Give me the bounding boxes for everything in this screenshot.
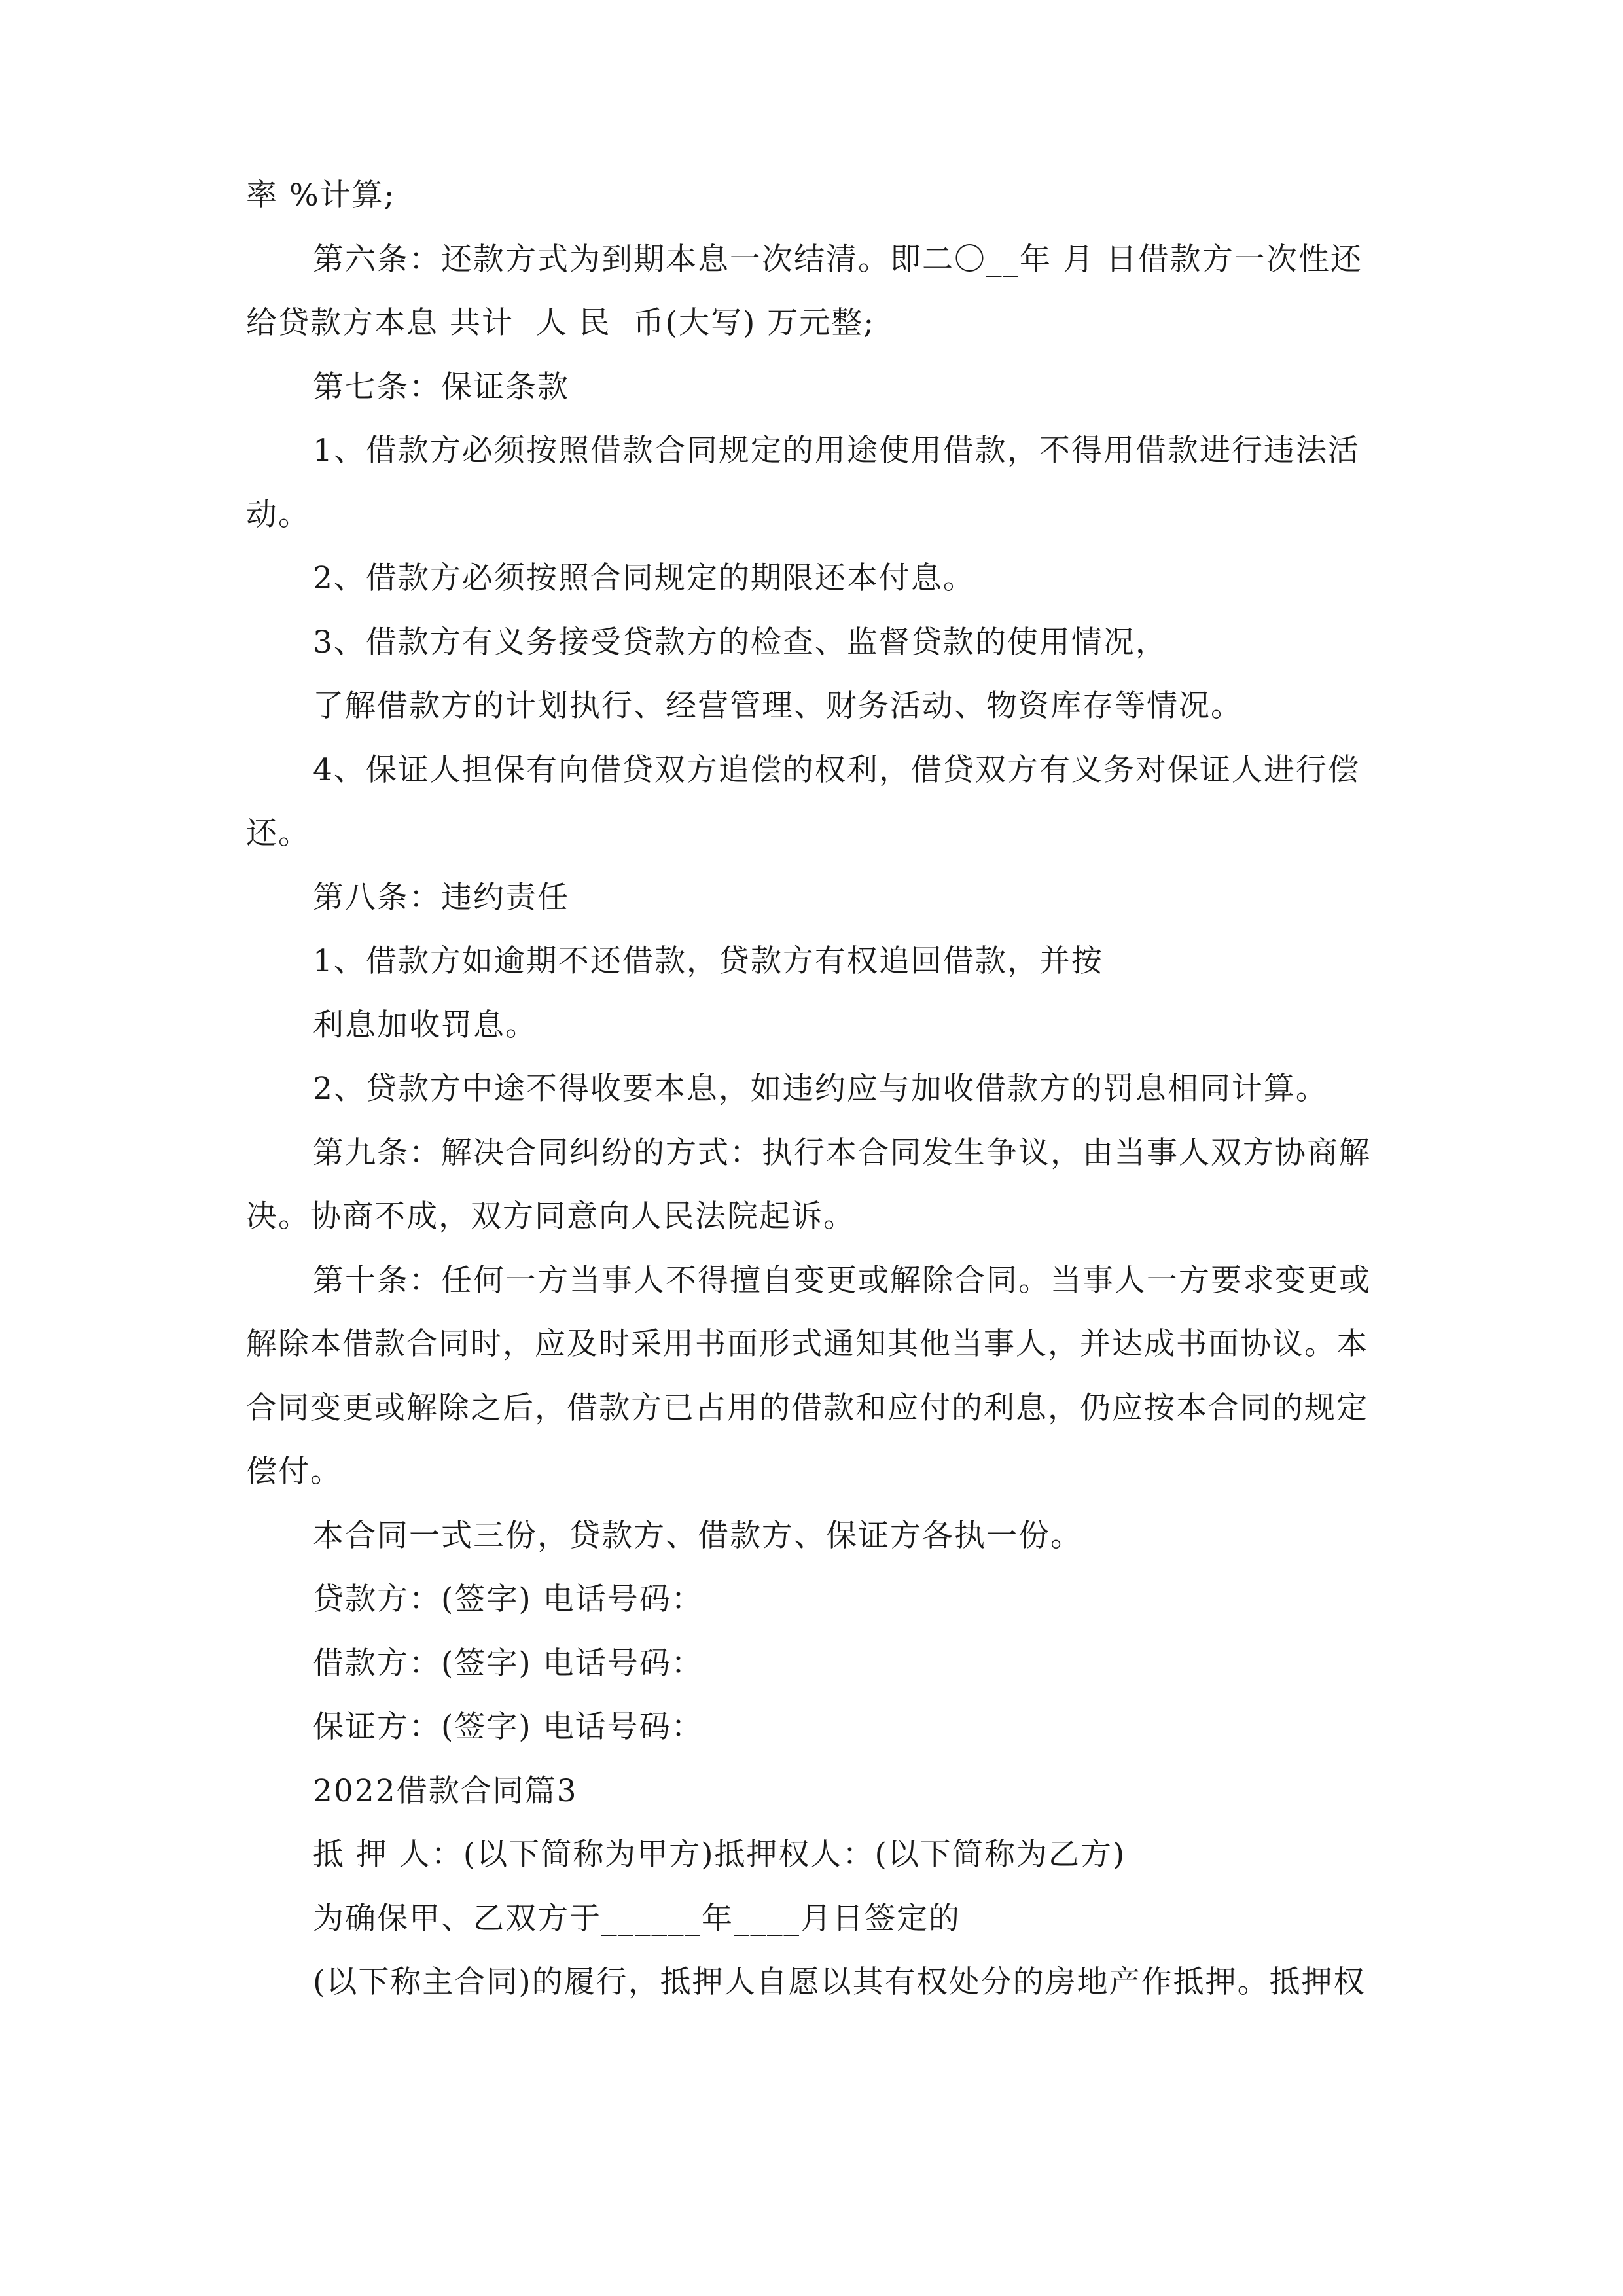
- text-line: 2、贷款方中途不得收要本息，如违约应与加收借款方的罚息相同计算。: [313, 1071, 1328, 1107]
- text-line: 合同变更或解除之后，借款方已占用的借款和应付的利息，仍应按本合同的规定: [246, 1390, 1368, 1426]
- text-line: 为确保甲、乙双方于______年____月日签定的: [313, 1900, 961, 1937]
- signature-line-borrower: 借款方：(签字) 电话号码：: [313, 1645, 704, 1681]
- signature-line-lender: 贷款方：(签字) 电话号码：: [313, 1581, 704, 1617]
- text-line: 还。: [246, 816, 310, 852]
- text-line: 偿付。: [246, 1454, 342, 1490]
- text-line: 1、借款方如逾期不还借款，贷款方有权追回借款，并按: [313, 943, 1103, 979]
- text-line: 第六条：还款方式为到期本息一次结清。即二〇__年 月 日借款方一次性还: [313, 241, 1363, 278]
- text-line: 动。: [246, 496, 310, 533]
- text-line: 给贷款方本息 共计 人 民 币(大写) 万元整;: [246, 305, 876, 341]
- text-line: 了解借款方的计划执行、经营管理、财务活动、物资库存等情况。: [313, 688, 1243, 724]
- text-line: 抵 押 人：(以下简称为甲方)抵押权人：(以下简称为乙方): [313, 1837, 1126, 1873]
- section-heading: 第七条：保证条款: [313, 368, 569, 405]
- text-line: 本合同一式三份，贷款方、借款方、保证方各执一份。: [313, 1517, 1082, 1554]
- text-line: (以下称主合同)的履行，抵押人自愿以其有权处分的房地产作抵押。抵押权: [313, 1964, 1366, 2000]
- text-line: 解除本借款合同时，应及时采用书面形式通知其他当事人，并达成书面协议。本: [246, 1326, 1368, 1362]
- text-line: 4、保证人担保有向借贷双方追偿的权利，借贷双方有义务对保证人进行偿: [313, 751, 1360, 788]
- text-line: 率 %计算;: [246, 177, 396, 213]
- text-line: 第九条：解决合同纠纷的方式：执行本合同发生争议，由当事人双方协商解: [313, 1134, 1371, 1171]
- text-line: 1、借款方必须按照借款合同规定的用途使用借款，不得用借款进行违法活: [313, 433, 1360, 469]
- text-line: 利息加收罚息。: [313, 1007, 537, 1043]
- text-line: 第十条：任何一方当事人不得擅自变更或解除合同。当事人一方要求变更或: [313, 1262, 1371, 1299]
- section-heading: 第八条：违约责任: [313, 879, 569, 916]
- signature-line-guarantor: 保证方：(签字) 电话号码：: [313, 1709, 704, 1745]
- text-line: 3、借款方有义务接受贷款方的检查、监督贷款的使用情况，: [313, 624, 1168, 660]
- section-title: 2022借款合同篇3: [313, 1772, 578, 1809]
- contract-body: [246, 164, 1385, 2015]
- text-line: 决。协商不成，双方同意向人民法院起诉。: [246, 1198, 855, 1234]
- text-line: 2、借款方必须按照合同规定的期限还本付息。: [313, 560, 975, 596]
